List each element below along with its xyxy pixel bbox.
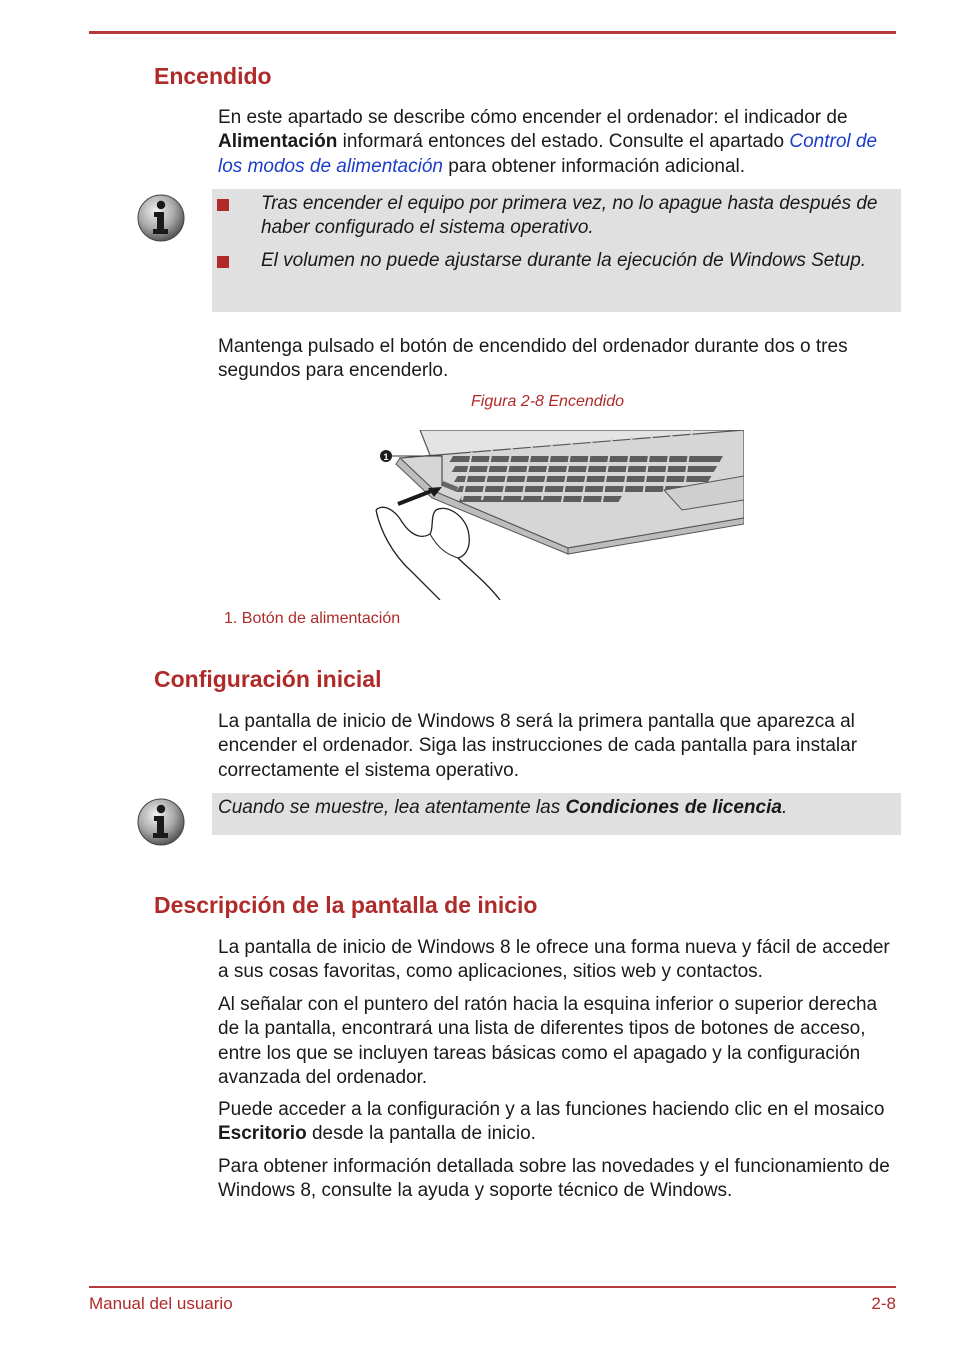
section-heading-descripcion: Descripción de la pantalla de inicio <box>154 892 538 918</box>
descripcion-p3: Puede acceder a la configuración y a las funciones haciendo clic en el mosaico Escritorio desde la pantalla de inicio. <box>218 1099 885 1145</box>
section-heading-configuracion: Configuración inicial <box>154 666 382 692</box>
figure-legend: 1. Botón de alimentación <box>224 610 401 627</box>
encendido-notes <box>212 189 901 312</box>
laptop-power-illustration <box>372 430 744 600</box>
info-icon <box>136 797 186 847</box>
license-term: Condiciones de licencia <box>565 797 782 818</box>
descripcion-p2: Al señalar con el puntero del ratón hacia la esquina inferior o superior derecha de la pantalla, encontrará una lista de diferentes tipos de botones de acceso, entre los que se incluyen tareas básicas como el apagado y la configuración avanzada del ordenador. <box>218 994 878 1089</box>
control-modos-link[interactable]: Control de los modos de alimentación <box>218 131 878 177</box>
escritorio-term: Escritorio <box>218 1123 307 1145</box>
note-item: Tras encender el equipo por primera vez, no lo apague hasta después de haber configurado el sistema operativo. <box>261 193 878 239</box>
descripcion-p4: Para obtener información detallada sobre las novedades y el funcionamiento de Windows 8, consulte la ayuda y soporte técnico de Windows. <box>218 1156 890 1202</box>
figure-caption: Figura 2-8 Encendido <box>471 393 624 410</box>
alimentacion-term: Alimentación <box>218 131 338 153</box>
encendido-instruction: Mantenga pulsado el botón de encendido del ordenador durante dos o tres segundos para encenderlo. <box>218 336 848 382</box>
square-bullet <box>217 199 229 211</box>
descripcion-p1: La pantalla de inicio de Windows 8 le ofrece una forma nueva y fácil de acceder a sus cosas favoritas, como aplicaciones, sitios web y contactos. <box>218 937 890 983</box>
footer-title: Manual del usuario <box>89 1294 233 1313</box>
configuracion-body: La pantalla de inicio de Windows 8 será la primera pantalla que aparezca al encender el ordenador. Siga las instrucciones de cada pantalla para instalar correctamente el sistema operativo. <box>218 711 858 781</box>
square-bullet <box>217 256 229 268</box>
license-note: Cuando se muestre, lea atentamente las Condiciones de licencia. <box>218 797 788 818</box>
info-icon <box>136 193 186 243</box>
callout-number: 1 <box>383 452 389 462</box>
section-heading-encendido: Encendido <box>154 63 272 89</box>
configuracion-note <box>212 793 901 835</box>
encendido-intro: En este apartado se describe cómo encender el ordenador: el indicador de Alimentación informará entonces del estado. Consulte el apartado Control de los modos de alimentación para obtener información adicional. <box>218 107 878 177</box>
page-number: 2-8 <box>871 1294 896 1313</box>
footer-rule <box>89 1286 896 1288</box>
note-item: El volumen no puede ajustarse durante la ejecución de Windows Setup. <box>261 250 867 271</box>
header-rule <box>89 31 896 34</box>
